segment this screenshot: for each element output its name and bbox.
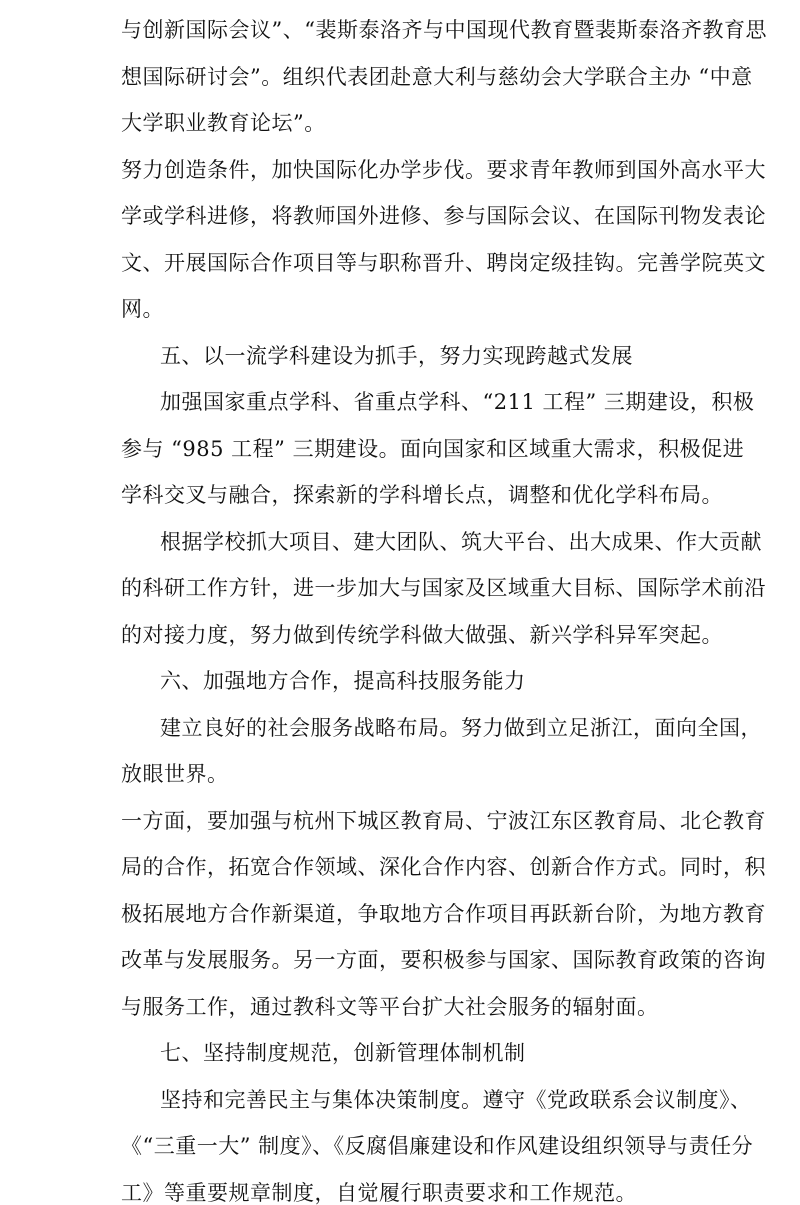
text-line: 学或学科进修，将教师国外进修、参与国际会议、在国际刊物发表论 (121, 204, 766, 228)
text-line: 工》等重要规章制度，自觉履行职责要求和工作规范。 (121, 1181, 637, 1205)
text-line: 放眼世界。 (121, 762, 229, 786)
text-line: 大学职业教育论坛”。 (121, 111, 326, 135)
text-line: 加强国家重点学科、省重点学科、“211 工程” 三期建设，积极 (160, 390, 755, 414)
text-line: 一方面，要加强与杭州下城区教育局、宁波江东区教育局、北仑教育 (121, 809, 766, 833)
text-line: 文、开展国际合作项目等与职称晋升、聘岗定级挂钩。完善学院英文 (121, 251, 766, 275)
text-line: 《“三重一大” 制度》、《反腐倡廉建设和作风建设组织领导与责任分 (121, 1134, 754, 1158)
text-line: 坚持和完善民主与集体决策制度。遵守《党政联系会议制度》、 (160, 1088, 752, 1112)
text-line: 根据学校抓大项目、建大团队、筑大平台、出大成果、作大贡献 (160, 530, 762, 554)
text-line: 的科研工作方针，进一步加大与国家及区域重大目标、国际学术前沿 (121, 576, 766, 600)
text-line: 与服务工作，通过教科文等平台扩大社会服务的辐射面。 (121, 995, 659, 1019)
text-line: 改革与发展服务。另一方面，要积极参与国家、国际教育政策的咨询 (121, 948, 766, 972)
text-line: 学科交叉与融合，探索新的学科增长点，调整和优化学科布局。 (121, 483, 723, 507)
text-line: 网。 (121, 297, 164, 321)
text-line: 想国际研讨会”。组织代表团赴意大利与慈幼会大学联合主办 “中意 (121, 65, 753, 89)
text-line: 局的合作，拓宽合作领域、深化合作内容、创新合作方式。同时，积 (121, 855, 766, 879)
text-line: 的对接力度，努力做到传统学科做大做强、新兴学科异军突起。 (121, 623, 723, 647)
section-heading: 五、以一流学科建设为抓手，努力实现跨越式发展 (160, 344, 633, 368)
section-heading: 六、加强地方合作，提高科技服务能力 (160, 669, 526, 693)
section-heading: 七、坚持制度规范，创新管理体制机制 (160, 1041, 526, 1065)
text-line: 建立良好的社会服务战略布局。努力做到立足浙江，面向全国， (160, 716, 762, 740)
text-line: 努力创造条件，加快国际化办学步伐。要求青年教师到国外高水平大 (121, 158, 766, 182)
text-line: 参与 “985 工程” 三期建设。面向国家和区域重大需求，积极促进 (121, 437, 745, 461)
text-line: 极拓展地方合作新渠道，争取地方合作项目再跃新台阶，为地方教育 (121, 902, 766, 926)
text-line: 与创新国际会议”、“裴斯泰洛齐与中国现代教育暨裴斯泰洛齐教育思 (121, 18, 767, 42)
